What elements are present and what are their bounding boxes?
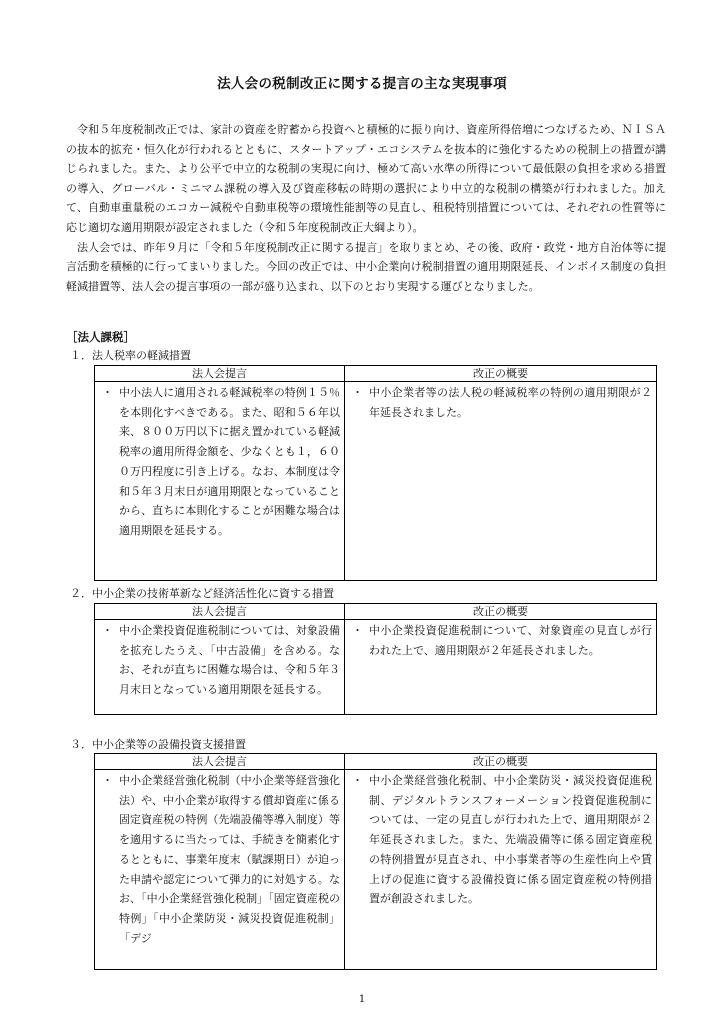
column-header-outcome: 改正の概要 — [345, 754, 657, 770]
outcome-cell — [345, 382, 657, 581]
column-header-outcome: 改正の概要 — [345, 604, 657, 620]
item-title: １．法人税率の軽減措置 — [70, 349, 191, 362]
outcome-cell — [345, 620, 657, 715]
proposal-text: ・ 中小法人に適用される軽減税率の特例１５％を本則化すべきである。また、昭和５６年以来、８００万円以下に据え置かれている軽減税率の適用所得金額を、少なくとも１，６００万円程度に引き上げる。なお、本制度は令和５年３月末日が適用期限となっていることから、直ちに本則化することが困難な場合は適用期限を延長する。 — [99, 383, 340, 541]
proposal-text: ・ 中小企業投資促進税制については、対象設備を拡充したうえ、「中古設備」を含める。なお、それが直ちに困難な場合は、令和５年３月末日となっている適用期限を延長する。 — [99, 621, 340, 700]
comparison-table — [94, 753, 657, 970]
intro-paragraph: 令和５年度税制改正では、家計の資産を貯蓄から投資へと積極的に振り向け、資産所得倍増につなげるため、ＮＩＳＡの抜本的拡充・恒久化が行われるとともに、スタートアップ・エコシステムを抜本的に強化するための税制上の措置が講じられました。また、より公平で中立的な税制の実現に向け、極めて高い水準の所得について最低限の負担を求める措置の導入、グローバル・ミニマム課税の導入及び資産移転の時期の選択により中立的な税制の構築が行われました。加えて、自動車重量税のエコカー減税や自動車税等の環境性能割等の見直し、租税特別措置については、それぞれの性質等に応じ適切な適用期限が設定されました（令和５年度税制改正大綱より）。 — [66, 123, 666, 234]
item-title: ３．中小企業等の設備投資支援措置 — [70, 738, 246, 751]
page-number: 1 — [358, 994, 366, 1005]
outcome-text: ・ 中小企業投資促進税制について、対象資産の見直しが行われた上で、適用期限が２年延長されました。 — [349, 621, 652, 660]
comparison-table — [94, 365, 657, 581]
proposal-cell — [95, 382, 345, 581]
proposal-cell — [95, 770, 345, 970]
intro-paragraph: 法人会では、昨年９月に「令和５年度税制改正に関する提言」を取りまとめ、その後、政府・政党・地方自治体等に提言活動を積極的に行ってまいりました。今回の改正では、中小企業向け税制措置の適用期限延長、インボイス制度の負担軽減措置等、法人会の提言事項の一部が盛り込まれ、以下のとおり実現する運びとなりました。 — [66, 240, 666, 293]
comparison-table — [94, 603, 657, 715]
item-title: ２．中小企業の技術革新など経済活性化に資する措置 — [70, 587, 334, 600]
outcome-cell — [345, 770, 657, 970]
outcome-text: ・ 中小企業経営強化税制、中小企業防災・減災投資促進税制、デジタルトランスフォーメーション投資促進税制については、一定の見直しが行われた上で、適用期限が２年延長されました。また、先端設備等に係る固定資産税の特例措置が見直され、中小事業者等の生産性向上や賃上げの促進に資する設備投資に係る固定資産税の特例措置が創設されました。 — [349, 771, 652, 909]
proposal-text: ・ 中小企業経営強化税制（中小企業等経営強化法）や、中小企業が取得する償却資産に係る固定資産税の特例（先端設備等導入制度）等を適用するに当たっては、手続きを簡素化するとともに、事業年度末（賦課期日）が迫った申請や認定について弾力的に対処する。なお、「中小企業経営強化税制」「固定資産税の特例」「中小企業防災・減災投資促進税制」「デジ — [99, 771, 340, 948]
outcome-text: ・ 中小企業者等の法人税の軽減税率の特例の適用期限が２年延長されました。 — [349, 383, 652, 422]
column-header-outcome: 改正の概要 — [345, 366, 657, 382]
column-header-proposal: 法人会提言 — [95, 754, 345, 770]
page-title: 法人会の税制改正に関する提言の主な実現事項 — [217, 76, 507, 92]
proposal-cell — [95, 620, 345, 715]
column-header-proposal: 法人会提言 — [95, 604, 345, 620]
intro-text — [66, 120, 666, 296]
section-heading: ［法人課税］ — [66, 330, 135, 344]
column-header-proposal: 法人会提言 — [95, 366, 345, 382]
